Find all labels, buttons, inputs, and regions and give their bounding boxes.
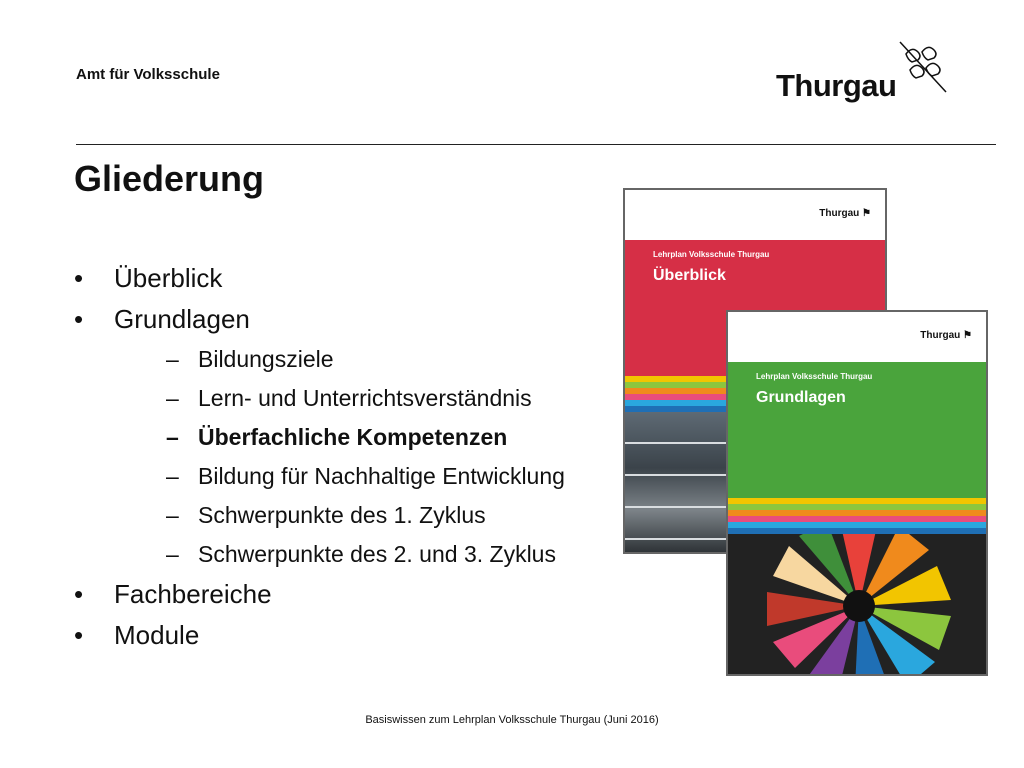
outline-list <box>74 258 565 656</box>
cover-title: Überblick <box>653 267 726 284</box>
cover-photo-colored-pencils <box>728 534 986 674</box>
sub-item-zyklus-1: – Schwerpunkte des 1. Zyklus <box>114 496 565 535</box>
thurgau-logo <box>776 40 956 110</box>
cover-title-band <box>728 362 986 498</box>
sub-item-bildungsziele: – Bildungsziele <box>114 340 565 379</box>
sub-item-lern-unterricht: – Lern- und Unterrichtsverständnis <box>114 379 565 418</box>
pencils-icon <box>728 534 986 674</box>
outline-item-label: Grundlagen <box>114 304 250 334</box>
sub-item-zyklus-2-3: – Schwerpunkte des 2. und 3. Zyklus <box>114 535 565 574</box>
cover-series: Lehrplan Volksschule Thurgau <box>756 372 873 381</box>
sub-item-ueberfachliche-kompetenzen: – Überfachliche Kompetenzen <box>114 418 565 457</box>
cover-logo: Thurgau ⚑ <box>920 330 972 341</box>
header-divider <box>76 144 996 145</box>
outline-item-grundlagen <box>74 299 565 574</box>
cover-title: Grundlagen <box>756 389 846 406</box>
cover-grundlagen <box>726 310 988 676</box>
sub-item-bne: – Bildung für Nachhaltige Entwicklung <box>114 457 565 496</box>
thurgau-lions-icon <box>898 40 948 94</box>
cover-logo: Thurgau ⚑ <box>819 208 871 219</box>
outline-item-module: • Module <box>74 615 565 656</box>
slide-footer: Basiswissen zum Lehrplan Volksschule Thurgau (Juni 2016) <box>365 714 659 726</box>
outline-item-ueberblick: • Überblick <box>74 258 565 299</box>
organisation-label: Amt für Volksschule <box>76 66 220 83</box>
cover-series: Lehrplan Volksschule Thurgau <box>653 250 770 259</box>
color-stripes <box>728 498 986 534</box>
grundlagen-sublist <box>114 340 565 574</box>
logo-text: Thurgau <box>776 68 897 103</box>
slide-title: Gliederung <box>74 158 265 199</box>
outline-item-fachbereiche: • Fachbereiche <box>74 574 565 615</box>
